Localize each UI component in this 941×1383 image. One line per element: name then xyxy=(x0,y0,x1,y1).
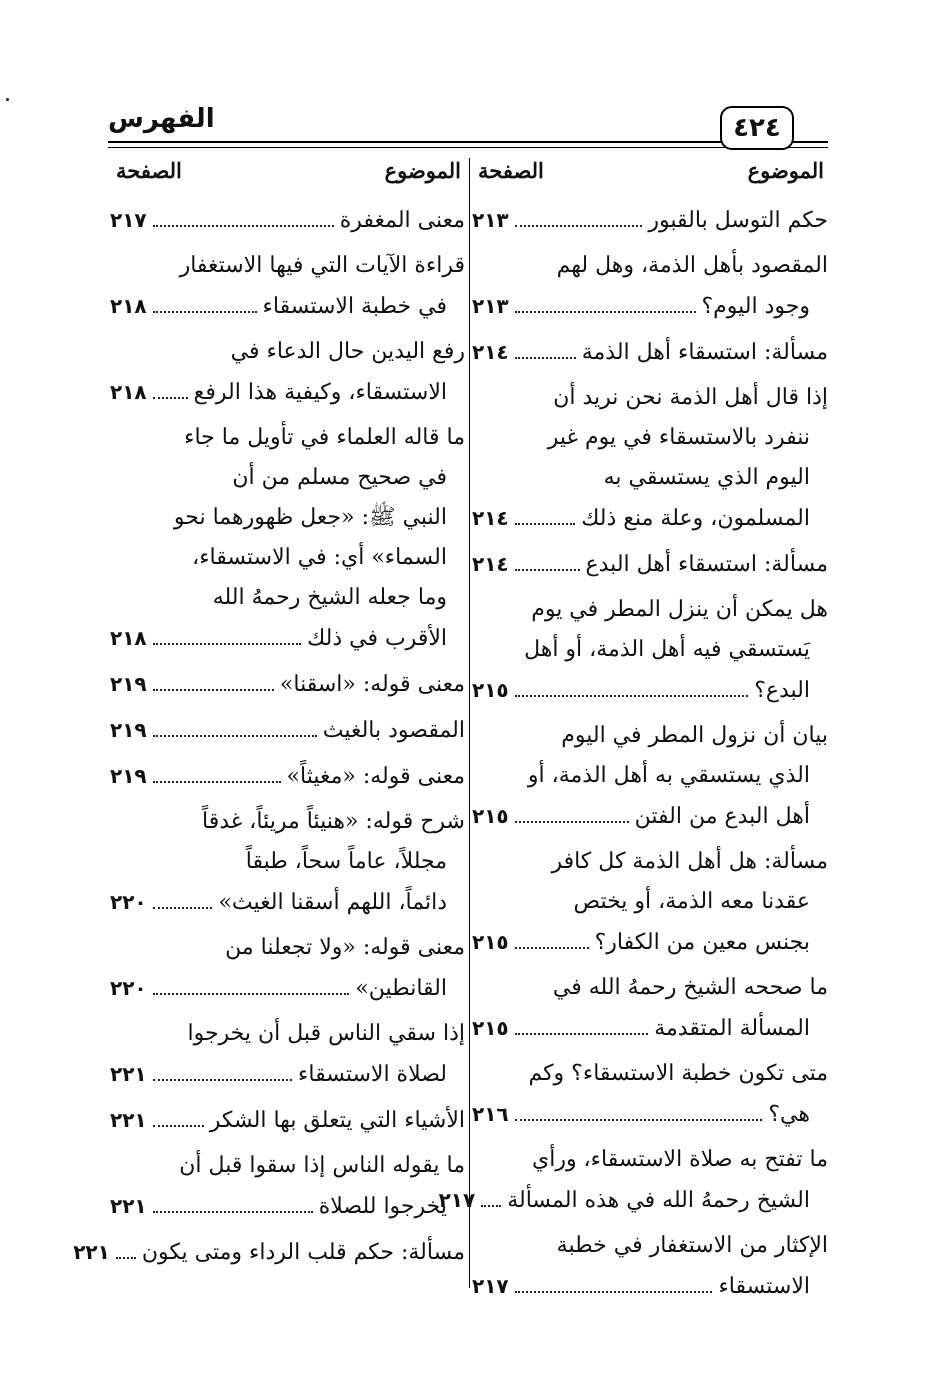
entry-text-line: إذا قال أهل الذمة نحن نريد أن xyxy=(553,385,828,410)
index-entry xyxy=(110,802,465,922)
entry-final-line xyxy=(472,922,828,962)
entry-text-line: إذا سقي الناس قبل أن يخرجوا xyxy=(187,1021,465,1046)
index-entry xyxy=(472,1226,828,1306)
entry-final-line xyxy=(110,200,465,240)
entry-final-line xyxy=(472,1008,828,1048)
subject-heading: الموضوع xyxy=(384,158,461,183)
entry-text-line: مسألة: هل أهل الذمة كل كافر xyxy=(551,849,828,874)
entry-text-line: يَستسقي فيه أهل الذمة، أو أهل xyxy=(524,637,810,662)
entry-text-line: في خطبة الاستسقاء xyxy=(262,294,447,319)
entry-text-line: في صحيح مسلم من أن xyxy=(232,465,447,490)
dot-leader xyxy=(515,695,749,697)
entry-final-line xyxy=(472,796,828,836)
entry-final-line xyxy=(110,372,465,412)
entry-text-line: المسلمون، وعلة منع ذلك xyxy=(581,506,810,531)
page-heading: الصفحة xyxy=(478,158,544,183)
entry-text-line: مسألة: استسقاء أهل البدع xyxy=(585,552,828,577)
stray-mark xyxy=(6,98,9,101)
index-entry xyxy=(472,968,828,1048)
entry-text-line: البدع؟ xyxy=(754,678,810,703)
entry-final-line xyxy=(472,544,828,584)
entry-final-line xyxy=(110,968,465,1008)
index-entry xyxy=(110,1146,465,1226)
index-entry xyxy=(472,200,828,240)
entry-page-number: ٢١٥ xyxy=(472,930,509,954)
entry-final-line xyxy=(110,756,465,796)
entry-page-number: ٢١٧ xyxy=(472,1274,509,1298)
entry-page-number: ٢١٤ xyxy=(472,506,509,530)
entry-text-line: معنى قوله: «ولا تجعلنا من xyxy=(225,935,465,960)
entry-page-number: ٢٢٠ xyxy=(110,976,147,1000)
page-number: ٤٢٤ xyxy=(720,106,794,150)
index-entry xyxy=(110,664,465,704)
entry-text-line: وما جعله الشيخ رحمهُ الله xyxy=(212,585,447,610)
entry-text-line: أهل البدع من الفتن xyxy=(634,804,810,829)
entry-text-line: ما تفتح به صلاة الاستسقاء، ورأي xyxy=(531,1147,828,1172)
dot-leader xyxy=(153,1079,292,1081)
running-title: الفهرس xyxy=(108,104,223,134)
entry-text-line: قراءة الآيات التي فيها الاستغفار xyxy=(179,253,465,278)
entry-final-line xyxy=(110,618,465,658)
dot-leader xyxy=(116,1257,136,1259)
index-entry xyxy=(110,1100,465,1140)
entry-text-line: الاستسقاء، وكيفية هذا الرفع xyxy=(193,380,447,405)
entry-text-line: المسألة المتقدمة xyxy=(654,1016,810,1041)
dot-leader xyxy=(153,993,350,995)
entry-page-number: ٢١٨ xyxy=(110,626,147,650)
dot-leader xyxy=(515,569,580,571)
entry-final-line xyxy=(73,1232,465,1272)
entry-final-line xyxy=(110,1054,465,1094)
entry-text-line: النبي ﷺ: «جعل ظهورهما نحو xyxy=(173,505,447,530)
index-entry xyxy=(438,1140,828,1220)
page-header xyxy=(108,100,828,156)
dot-leader xyxy=(481,1205,501,1207)
entry-final-line xyxy=(472,670,828,710)
entry-page-number: ٢١٨ xyxy=(110,294,147,318)
entry-text-line: معنى المغفرة xyxy=(339,208,465,233)
entry-page-number: ٢١٤ xyxy=(472,552,509,576)
entry-page-number: ٢١٧ xyxy=(110,208,147,232)
entry-text-line: شرح قوله: «هنيئاً مريئاً، غدقاً xyxy=(202,809,465,834)
dot-leader xyxy=(153,1125,204,1127)
entry-text-line: ما صححه الشيخ رحمهُ الله في xyxy=(552,975,828,1000)
dot-leader xyxy=(515,1291,713,1293)
entry-text-line: عقدنا معه الذمة، أو يختص xyxy=(573,889,810,914)
entry-text-line: بجنس معين من الكفار؟ xyxy=(594,930,810,955)
entry-final-line xyxy=(472,200,828,240)
entry-text-line: ننفرد بالاستسقاء في يوم غير xyxy=(547,425,810,450)
entry-text-line: الاستسقاء xyxy=(718,1274,810,1299)
entry-page-number: ٢١٩ xyxy=(110,718,147,742)
dot-leader xyxy=(153,397,188,399)
index-entry xyxy=(110,418,465,658)
entry-text-line: المقصود بأهل الذمة، وهل لهم xyxy=(556,253,828,278)
index-entry xyxy=(110,710,465,750)
dot-leader xyxy=(153,311,257,313)
index-entry xyxy=(110,200,465,240)
entry-text-line: معنى قوله: «مغيثاً» xyxy=(286,764,465,789)
left-entries xyxy=(73,200,465,1272)
entry-page-number: ٢١٩ xyxy=(110,672,147,696)
dot-leader xyxy=(515,523,576,525)
entry-page-number: ٢١٥ xyxy=(472,678,509,702)
entry-text-line: مسألة: استسقاء أهل الذمة xyxy=(581,340,828,365)
entry-text-line: القانطين» xyxy=(355,976,447,1001)
column-divider xyxy=(469,158,470,1288)
index-entry xyxy=(472,332,828,372)
entry-text-line: مسألة: حكم قلب الرداء ومتى يكون xyxy=(141,1240,465,1265)
dot-leader xyxy=(153,225,334,227)
entry-final-line xyxy=(438,1180,828,1220)
entry-final-line xyxy=(472,498,828,538)
entry-text-line: هي؟ xyxy=(768,1102,810,1127)
index-entry xyxy=(472,842,828,962)
entry-text-line: حكم التوسل بالقبور xyxy=(648,208,828,233)
entry-final-line xyxy=(110,882,465,922)
entry-page-number: ٢٢٠ xyxy=(110,890,147,914)
entry-page-number: ٢٢١ xyxy=(110,1062,147,1086)
index-entry xyxy=(73,1232,465,1272)
entry-page-number: ٢١٨ xyxy=(110,380,147,404)
column-header xyxy=(472,152,828,200)
entry-text-line: السماء» أي: في الاستسقاء، xyxy=(192,545,447,570)
header-rule-thin xyxy=(108,147,828,148)
index-entry xyxy=(472,544,828,584)
entry-text-line: يخرجوا للصلاة xyxy=(318,1194,447,1219)
entry-text-line: معنى قوله: «اسقنا» xyxy=(279,672,465,697)
entry-text-line: هل يمكن أن ينزل المطر في يوم xyxy=(531,597,828,622)
dot-leader xyxy=(153,689,274,691)
entry-final-line xyxy=(110,664,465,704)
entry-text-line: متى تكون خطبة الاستسقاء؟ وكم xyxy=(528,1061,828,1086)
dot-leader xyxy=(515,311,696,313)
entry-final-line xyxy=(110,1100,465,1140)
entry-final-line xyxy=(110,710,465,750)
column-header xyxy=(110,152,465,200)
entry-page-number: ٢٢١ xyxy=(73,1240,110,1264)
left-column xyxy=(73,152,465,1272)
index-entry xyxy=(110,332,465,412)
index-entry xyxy=(472,716,828,836)
dot-leader xyxy=(515,947,589,949)
index-entry xyxy=(472,246,828,326)
entry-text-line: المقصود بالغيث xyxy=(322,718,465,743)
entry-text-line: الأقرب في ذلك xyxy=(307,626,447,651)
entry-page-number: ٢٢١ xyxy=(110,1194,147,1218)
entry-text-line: لصلاة الاستسقاء xyxy=(298,1062,447,1087)
entry-text-line: وجود اليوم؟ xyxy=(701,294,810,319)
index-entry xyxy=(110,1014,465,1094)
entry-page-number: ٢١٧ xyxy=(438,1188,476,1212)
entry-page-number: ٢٢١ xyxy=(110,1108,147,1132)
subject-heading: الموضوع xyxy=(747,158,824,183)
entry-page-number: ٢١٥ xyxy=(472,804,509,828)
entry-final-line xyxy=(472,1266,828,1306)
page-heading: الصفحة xyxy=(116,158,182,183)
index-entry xyxy=(110,928,465,1008)
entry-text-line: ما يقوله الناس إذا سقوا قبل أن xyxy=(179,1153,465,1178)
entry-final-line xyxy=(472,286,828,326)
entry-text-line: مجللاً، عاماً سحاً، طبقاً xyxy=(245,849,447,874)
entry-page-number: ٢١٩ xyxy=(110,764,147,788)
entry-text-line: دائماً، اللهم أسقنا الغيث» xyxy=(218,890,447,915)
entry-page-number: ٢١٤ xyxy=(472,340,509,364)
entry-text-line: الإكثار من الاستغفار في خطبة xyxy=(556,1233,828,1258)
entry-page-number: ٢١٣ xyxy=(472,208,509,232)
entry-text-line: اليوم الذي يستسقي به xyxy=(603,465,810,490)
entry-final-line xyxy=(110,286,465,326)
right-column xyxy=(438,152,828,1306)
entry-text-line: رفع اليدين حال الدعاء في xyxy=(230,339,465,364)
dot-leader xyxy=(153,1211,313,1213)
dot-leader xyxy=(153,735,317,737)
right-entries xyxy=(438,200,828,1306)
entry-text-line: الشيخ رحمهُ الله في هذه المسألة xyxy=(507,1188,810,1213)
entry-text-line: الذي يستسقي به أهل الذمة، أو xyxy=(527,763,810,788)
index-entry xyxy=(472,590,828,710)
entry-page-number: ٢١٣ xyxy=(472,294,509,318)
entry-page-number: ٢١٥ xyxy=(472,1016,509,1040)
entry-text-line: بيان أن نزول المطر في اليوم xyxy=(561,723,828,748)
dot-leader xyxy=(515,357,576,359)
entry-text-line: الأشياء التي يتعلق بها الشكر xyxy=(209,1108,465,1133)
dot-leader xyxy=(153,643,301,645)
entry-text-line: ما قاله العلماء في تأويل ما جاء xyxy=(184,425,465,450)
entry-final-line xyxy=(472,1094,828,1134)
dot-leader xyxy=(515,821,629,823)
entry-final-line xyxy=(472,332,828,372)
dot-leader xyxy=(515,1033,649,1035)
dot-leader xyxy=(515,1119,763,1121)
dot-leader xyxy=(153,907,213,909)
index-entry xyxy=(472,1054,828,1134)
dot-leader xyxy=(153,781,281,783)
entry-final-line xyxy=(110,1186,465,1226)
entry-page-number: ٢١٦ xyxy=(472,1102,509,1126)
index-entry xyxy=(110,246,465,326)
index-entry xyxy=(472,378,828,538)
dot-leader xyxy=(515,225,643,227)
index-entry xyxy=(110,756,465,796)
